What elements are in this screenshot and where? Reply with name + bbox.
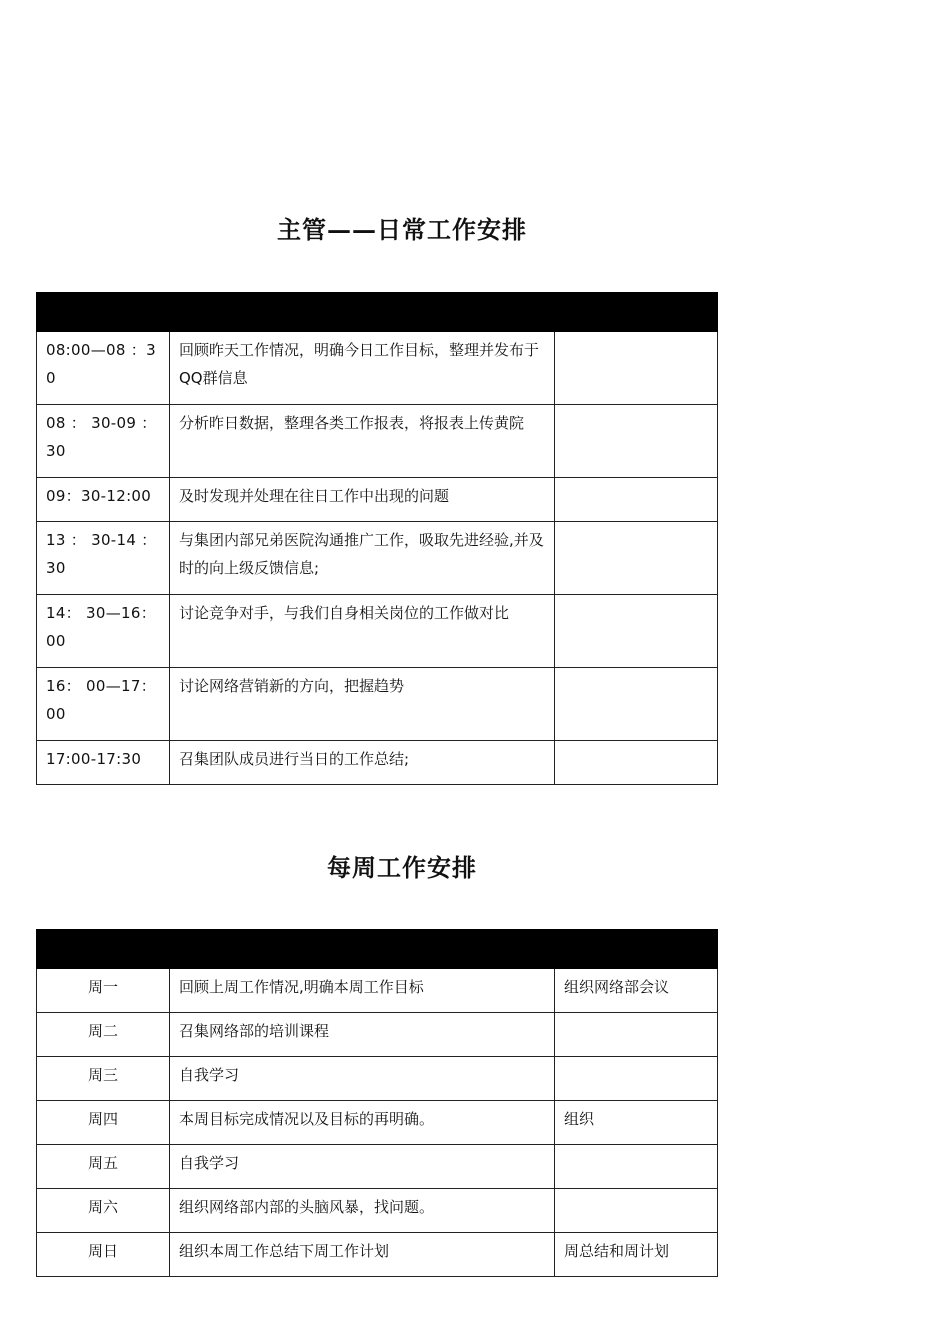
table-header-row (37, 293, 718, 332)
task-cell: 自我学习 (170, 1057, 555, 1101)
task-cell: 自我学习 (170, 1145, 555, 1189)
time-cell: 09：30-12:00 (37, 478, 170, 522)
table-row (37, 405, 718, 478)
time-cell: 13 ： 30-14 ：30 (37, 522, 170, 595)
task-cell: 召集团队成员进行当日的工作总结; (170, 741, 555, 785)
weekly-schedule-table (36, 929, 718, 1277)
header-cell-note (555, 293, 718, 332)
table-row (37, 1013, 718, 1057)
table-row (37, 1145, 718, 1189)
task-cell: 讨论网络营销新的方向，把握趋势 (170, 668, 555, 741)
task-cell: 本周目标完成情况以及目标的再明确。 (170, 1101, 555, 1145)
note-cell (555, 405, 718, 478)
table-row (37, 522, 718, 595)
day-cell: 周五 (37, 1145, 170, 1189)
table-row (37, 668, 718, 741)
table-row (37, 478, 718, 522)
day-cell: 周一 (37, 969, 170, 1013)
note-cell (555, 478, 718, 522)
note-cell (555, 595, 718, 668)
task-cell: 及时发现并处理在往日工作中出现的问题 (170, 478, 555, 522)
table-row (37, 1057, 718, 1101)
task-cell: 回顾昨天工作情况，明确今日工作目标，整理并发布于QQ群信息 (170, 332, 555, 405)
time-cell: 08 ： 30-09 ：30 (37, 405, 170, 478)
time-cell: 17:00-17:30 (37, 741, 170, 785)
task-cell: 召集网络部的培训课程 (170, 1013, 555, 1057)
note-cell (555, 332, 718, 405)
table-row (37, 1101, 718, 1145)
table-row (37, 1189, 718, 1233)
header-cell-task (170, 293, 555, 332)
daily-schedule-table (36, 292, 718, 785)
task-cell: 分析昨日数据，整理各类工作报表，将报表上传黄院 (170, 405, 555, 478)
time-cell: 16： 00—17：00 (37, 668, 170, 741)
header-cell-time (37, 293, 170, 332)
weekly-schedule-title: 每周工作安排 (327, 853, 477, 882)
note-cell (555, 1057, 718, 1101)
table-row (37, 741, 718, 785)
table-row (37, 332, 718, 405)
note-cell (555, 522, 718, 595)
task-cell: 回顾上周工作情况,明确本周工作目标 (170, 969, 555, 1013)
table-header-row (37, 930, 718, 969)
note-cell (555, 741, 718, 785)
day-cell: 周二 (37, 1013, 170, 1057)
time-cell: 14： 30—16：00 (37, 595, 170, 668)
task-cell: 讨论竞争对手，与我们自身相关岗位的工作做对比 (170, 595, 555, 668)
note-cell: 组织网络部会议 (555, 969, 718, 1013)
day-cell: 周三 (37, 1057, 170, 1101)
table-row (37, 969, 718, 1013)
table-row (37, 1233, 718, 1277)
note-cell (555, 1013, 718, 1057)
day-cell: 周日 (37, 1233, 170, 1277)
daily-schedule-title: 主管——日常工作安排 (277, 215, 527, 244)
header-cell-note (555, 930, 718, 969)
task-cell: 组织网络部内部的头脑风暴，找问题。 (170, 1189, 555, 1233)
table-row (37, 595, 718, 668)
note-cell: 组织 (555, 1101, 718, 1145)
time-cell: 08:00—08 ：30 (37, 332, 170, 405)
task-cell: 与集团内部兄弟医院沟通推广工作，吸取先进经验,并及时的向上级反馈信息; (170, 522, 555, 595)
note-cell (555, 1145, 718, 1189)
header-cell-day (37, 930, 170, 969)
task-cell: 组织本周工作总结下周工作计划 (170, 1233, 555, 1277)
note-cell (555, 668, 718, 741)
note-cell: 周总结和周计划 (555, 1233, 718, 1277)
day-cell: 周四 (37, 1101, 170, 1145)
day-cell: 周六 (37, 1189, 170, 1233)
note-cell (555, 1189, 718, 1233)
header-cell-task (170, 930, 555, 969)
